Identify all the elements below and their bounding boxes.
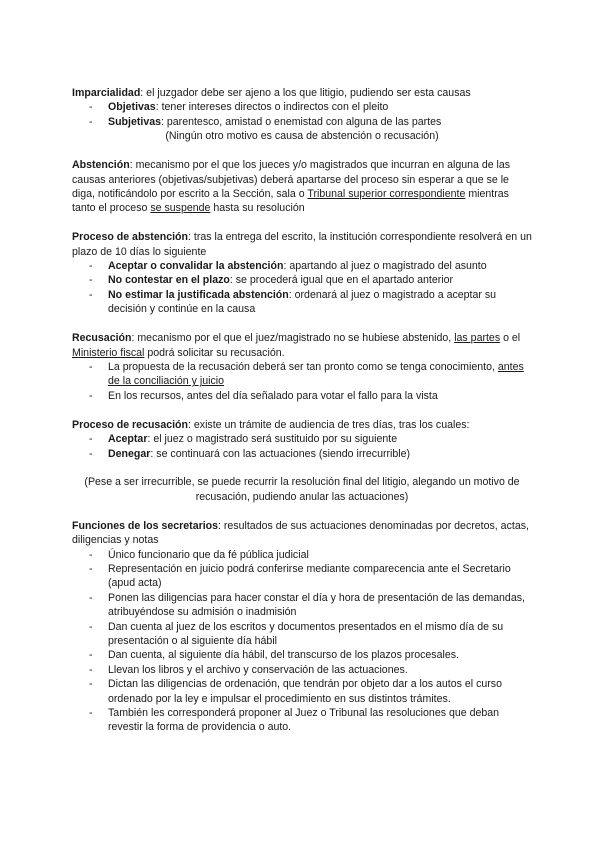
list-item	[72, 432, 532, 446]
abstencion-term: Abstención	[72, 159, 130, 172]
imparcialidad-term: Imparcialidad	[72, 87, 141, 99]
proceso-recusacion-text: : existe un trámite de audiencia de tres días, tras los cuales:	[188, 418, 470, 431]
document-body	[72, 86, 532, 735]
list-item-text: : se procederá igual que en el apartado anterior	[229, 274, 454, 287]
proceso-recusacion-note: (Pese a ser irrecurrible, se puede recurrir la resolución final del litigio, alegando un motivo de recusación, pudiendo anular las actuaciones)	[84, 476, 520, 503]
list-item: - Ponen las diligencias para hacer constar el día y hora de presentación de las demandas, atribuyéndose su admisión o inadmisión	[72, 591, 532, 620]
imparcialidad-text: : el juzgador debe ser ajeno a los que litigio, pudiendo ser esta causas	[140, 87, 471, 99]
imparcialidad-note: (Ningún otro motivo es causa de abstención o recusación)	[165, 130, 439, 143]
recusacion-text: : mecanismo por el que el juez/magistrado no se hubiese abstenido,	[131, 332, 455, 345]
abstencion-text: mientras tanto el proceso	[72, 187, 509, 215]
section-abstencion	[72, 158, 532, 216]
proceso-abstencion-text: : tras la entrega del escrito, la institución correspondiente resolverá en un plazo de 10 días lo siguiente	[72, 231, 532, 258]
proceso-recusacion-term: Proceso de recusación	[72, 418, 188, 431]
secretarios-text: : resultados de sus actuaciones denominadas por decretos, actas, diligencias y notas	[72, 519, 529, 547]
recusacion-underlined-ministerio: Ministerio fiscal	[72, 346, 145, 359]
section-imparcialidad	[72, 86, 532, 144]
list-item-term: Aceptar	[108, 433, 148, 446]
secretarios-term: Funciones de los secretarios	[72, 519, 219, 532]
abstencion-underlined-suspende: se suspende	[150, 202, 211, 215]
recusacion-text: podrá solicitar su recusación.	[144, 346, 285, 359]
list-item: - Dan cuenta al juez de los escritos y documentos presentados en el mismo día de su presentación o al siguiente día hábil	[72, 620, 532, 649]
list-item-underlined: antes de la conciliación y juicio	[108, 361, 524, 388]
list-item: - También les corresponderá proponer al Juez o Tribunal las resoluciones que deban revestir la forma de providencia o auto.	[72, 706, 532, 735]
list-item-text: : se continuará con las actuaciones (siendo irrecurrible)	[150, 447, 411, 460]
abstencion-paragraph	[72, 158, 532, 216]
list-item-term: Denegar	[108, 447, 151, 460]
recusacion-paragraph	[72, 331, 532, 360]
list-item: - Representación en juicio podrá conferirse mediante comparecencia ante el Secretario (apud acta)	[72, 562, 532, 591]
recusacion-list	[72, 360, 532, 403]
abstencion-underlined-tribunal: Tribunal superior correspondiente	[307, 187, 466, 200]
recusacion-text: o el	[500, 332, 521, 345]
list-item: - Único funcionario que da fé pública judicial	[72, 548, 532, 562]
list-item-text: : tener intereses directos o indirectos con el pleito	[155, 101, 389, 114]
section-recusacion	[72, 331, 532, 403]
list-item: - En los recursos, antes del día señalado para votar el fallo para la vista	[72, 389, 532, 403]
list-item	[72, 259, 532, 273]
list-item-term: Aceptar o convalidar la abstención	[108, 260, 284, 273]
proceso-abstencion-paragraph	[72, 230, 532, 259]
abstencion-text: : mecanismo por el que los jueces y/o magistrados que incurran en alguna de las causas anteriores (objetivas/subjetivas) deberá apartarse del proceso sin esperar a que se le diga, notificándolo por escrito a la Sección, sala o	[72, 159, 511, 200]
imparcialidad-paragraph	[72, 86, 532, 100]
list-item	[72, 447, 532, 461]
proceso-abstencion-term: Proceso de abstención	[72, 231, 188, 244]
list-item-term: Objetivas	[108, 101, 156, 114]
list-item-text: : ordenará al juez o magistrado a aceptar su decisión y continúe en la causa	[108, 288, 497, 316]
list-item	[72, 360, 532, 389]
list-item: - Dictan las diligencias de ordenación, que tendrán por objeto dar a los autos el curso ordenado por la ley e impulsar el procedimiento en sus distintos trámites.	[72, 677, 532, 706]
list-item	[72, 100, 532, 114]
proceso-recusacion-paragraph	[72, 418, 532, 432]
secretarios-paragraph	[72, 519, 532, 548]
list-item	[72, 288, 532, 317]
list-item: - Llevan los libros y el archivo y conservación de las actuaciones.	[72, 663, 532, 677]
recusacion-term: Recusación	[72, 332, 132, 345]
list-item	[72, 273, 532, 287]
list-item-text: : parentesco, amistad o enemistad con alguna de las partes	[161, 115, 442, 128]
section-proceso-recusacion	[72, 418, 532, 505]
list-item-term: Subjetivas	[108, 115, 161, 128]
section-proceso-abstencion	[72, 230, 532, 316]
proceso-abstencion-list	[72, 259, 532, 317]
abstencion-text: hasta su resolución	[210, 202, 305, 215]
list-item-term: No estimar la justificada abstención	[108, 288, 289, 301]
section-secretarios	[72, 519, 532, 735]
list-item-term: No contestar en el plazo	[108, 274, 230, 287]
list-item-text: : apartando al juez o magistrado del asunto	[283, 260, 487, 273]
proceso-recusacion-list	[72, 432, 532, 461]
list-item: - Dan cuenta, al siguiente día hábil, del transcurso de los plazos procesales.	[72, 648, 532, 662]
list-item	[72, 115, 532, 129]
secretarios-list	[72, 548, 532, 735]
recusacion-underlined-partes: las partes	[454, 332, 501, 345]
list-item-text: La propuesta de la recusación deberá ser tan pronto como se tenga conocimiento,	[108, 361, 498, 373]
imparcialidad-list	[72, 100, 532, 129]
list-item-text: : el juez o magistrado será sustituido por su siguiente	[147, 433, 398, 446]
